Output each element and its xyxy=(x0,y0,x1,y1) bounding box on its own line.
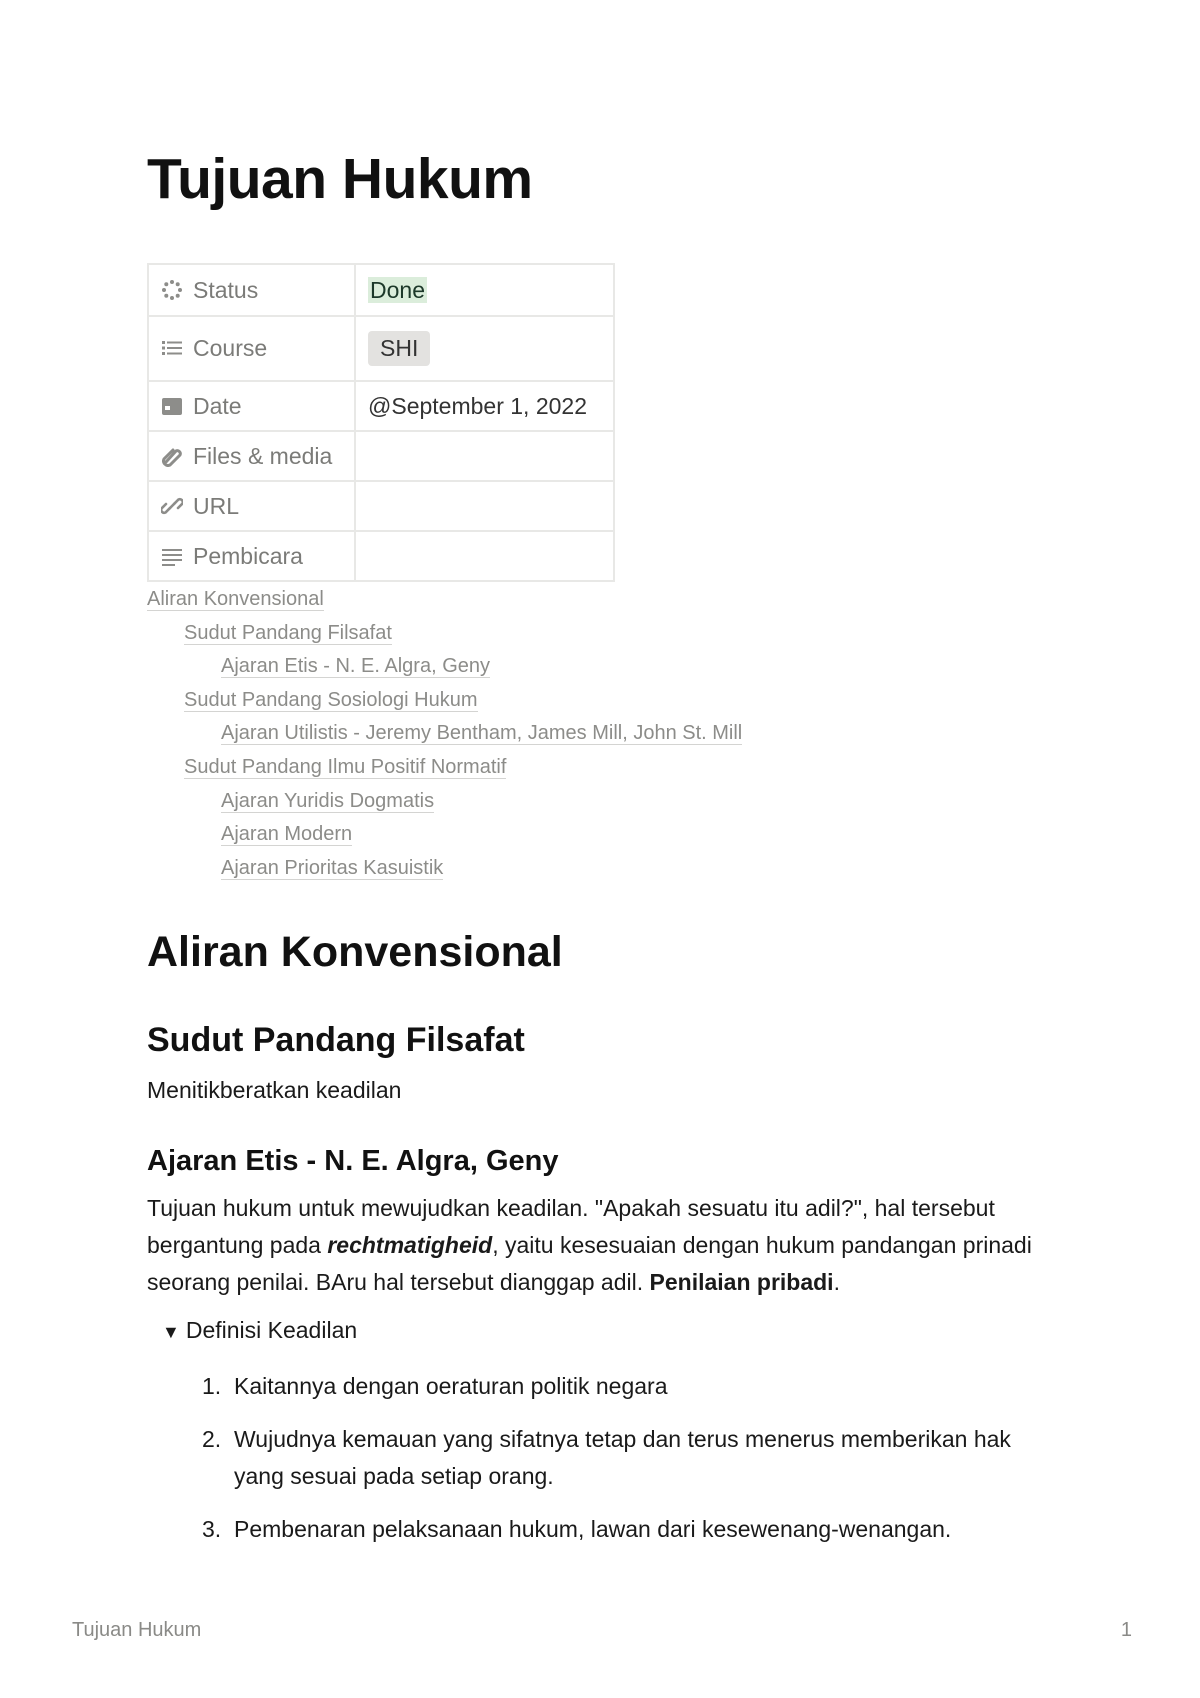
property-row-date xyxy=(148,381,614,431)
property-key-status xyxy=(148,264,355,316)
list-item: 2. Wujudnya kemauan yang sifatnya tetap dan terus menerus memberikan hak yang sesuai pada setiap orang. xyxy=(202,1426,1011,1489)
toc-item[interactable]: Sudut Pandang Sosiologi Hukum xyxy=(184,688,478,711)
page-number: 1 xyxy=(1120,1619,1132,1641)
property-key-date xyxy=(148,381,355,431)
property-value-status[interactable] xyxy=(355,264,614,316)
definition-list xyxy=(202,1368,1062,1564)
list-item: 3. Pembenaran pelaksanaan hukum, lawan dari kesewenang-wenangan. xyxy=(202,1516,952,1542)
footer-title: Tujuan Hukum xyxy=(72,1619,202,1641)
subsection-heading: Sudut Pandang Filsafat xyxy=(147,1021,525,1059)
toggle-definisi-keadilan[interactable] xyxy=(162,1317,357,1344)
property-key-files xyxy=(148,431,355,481)
toc-item[interactable]: Ajaran Utilistis - Jeremy Bentham, James Mill, John St. Mill xyxy=(221,722,743,745)
toc-item[interactable]: Ajaran Yuridis Dogmatis xyxy=(221,789,435,812)
paragraph-text: , yaitu kesesuaian dengan hukum pandangan prinadi seorang penilai. BAru hal tersebut dianggap adil. xyxy=(147,1232,1032,1295)
table-of-contents xyxy=(147,584,742,886)
toc-item[interactable]: Ajaran Modern xyxy=(221,823,353,846)
property-row-course xyxy=(148,316,614,381)
link-icon xyxy=(161,495,183,517)
text-lines-icon xyxy=(161,545,183,567)
paragraph-text: Tujuan hukum untuk mewujudkan keadilan. "Apakah sesuatu itu adil?", hal tersebut bergantung pada xyxy=(147,1195,995,1258)
property-key-course xyxy=(148,316,355,381)
list-icon xyxy=(161,337,183,359)
toc-item[interactable]: Ajaran Etis - N. E. Algra, Geny xyxy=(221,655,490,678)
toc-item[interactable]: Ajaran Prioritas Kasuistik xyxy=(221,856,444,879)
toc-item[interactable]: Aliran Konvensional xyxy=(147,588,324,610)
property-label: Pembicara xyxy=(193,542,303,569)
property-row-status xyxy=(148,264,614,316)
property-value-url[interactable] xyxy=(355,481,614,531)
body-paragraph xyxy=(147,1190,1067,1301)
property-value-date[interactable]: @September 1, 2022 xyxy=(355,381,614,431)
status-badge: Done xyxy=(370,276,425,303)
property-row-files xyxy=(148,431,614,481)
property-key-url xyxy=(148,481,355,531)
paragraph-emphasis: rechtmatigheid xyxy=(327,1232,493,1258)
section-heading: Aliran Konvensional xyxy=(147,928,563,976)
course-tag: SHI xyxy=(368,331,430,366)
toc-item[interactable]: Sudut Pandang Filsafat xyxy=(184,621,392,644)
property-label: Files & media xyxy=(193,442,333,469)
property-label: Status xyxy=(193,276,259,303)
subsection-text: Menitikberatkan keadilan xyxy=(147,1077,402,1103)
property-value-pembicara[interactable] xyxy=(355,531,614,581)
property-label: Course xyxy=(193,335,268,361)
property-row-url xyxy=(148,481,614,531)
property-row-pembicara xyxy=(148,531,614,581)
toggle-label: Definisi Keadilan xyxy=(185,1317,358,1343)
paragraph-text: . xyxy=(833,1269,840,1295)
property-key-pembicara xyxy=(148,531,355,581)
paragraph-bold: Penilaian pribadi xyxy=(649,1269,834,1295)
subsubsection-heading: Ajaran Etis - N. E. Algra, Geny xyxy=(147,1145,559,1177)
list-item: 1. Kaitannya dengan oeraturan politik negara xyxy=(202,1373,668,1399)
calendar-icon xyxy=(161,395,183,417)
status-spinner-icon xyxy=(161,279,183,301)
toggle-triangle-icon[interactable]: ▼ xyxy=(162,1322,180,1342)
property-value-files[interactable] xyxy=(355,431,614,481)
properties-table xyxy=(147,263,615,582)
paperclip-icon xyxy=(161,445,183,467)
page-title: Tujuan Hukum xyxy=(147,147,533,211)
property-value-course[interactable] xyxy=(355,316,614,381)
toc-item[interactable]: Sudut Pandang Ilmu Positif Normatif xyxy=(184,755,507,778)
property-label: URL xyxy=(193,492,240,519)
property-label: Date xyxy=(193,392,242,419)
